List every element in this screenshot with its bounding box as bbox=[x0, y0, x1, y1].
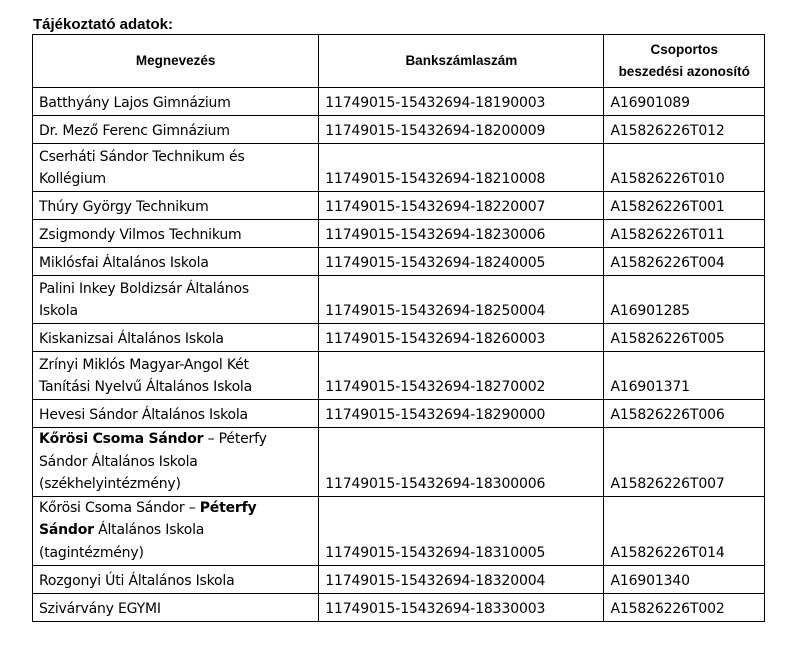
name-segment: Thúry György Technikum bbox=[39, 199, 209, 216]
table-row bbox=[33, 496, 765, 565]
cell-name bbox=[33, 496, 319, 565]
name-segment: Dr. Mező Ferenc Gimnázium bbox=[39, 123, 230, 140]
name-line bbox=[39, 120, 312, 143]
name-segment: Cserháti Sándor Technikum és bbox=[39, 148, 245, 165]
cell-collection-id: A16901089 bbox=[604, 88, 765, 116]
table-row bbox=[33, 428, 765, 497]
cell-account: 11749015-15432694-18270002 bbox=[319, 352, 604, 400]
name-line bbox=[39, 196, 312, 219]
cell-name bbox=[33, 593, 319, 621]
table-row bbox=[33, 220, 765, 248]
name-segment: Zrínyi Miklós Magyar-Angol Két bbox=[39, 356, 249, 373]
name-segment: Általános Iskola bbox=[93, 522, 205, 539]
name-line bbox=[39, 404, 312, 427]
table-row bbox=[33, 248, 765, 276]
name-segment: Iskola bbox=[39, 303, 78, 320]
cell-collection-id: A15826226T005 bbox=[604, 324, 765, 352]
name-line bbox=[39, 598, 312, 621]
name-segment: Hevesi Sándor Általános Iskola bbox=[39, 407, 248, 424]
name-line bbox=[39, 497, 312, 520]
name-segment: (székhelyintézmény) bbox=[39, 476, 181, 493]
table-row bbox=[33, 116, 765, 144]
cell-account: 11749015-15432694-18290000 bbox=[319, 400, 604, 428]
cell-collection-id: A15826226T010 bbox=[604, 144, 765, 192]
cell-name bbox=[33, 192, 319, 220]
name-line bbox=[39, 278, 312, 301]
cell-collection-id: A15826226T001 bbox=[604, 192, 765, 220]
name-segment: (tagintézmény) bbox=[39, 544, 144, 561]
cell-collection-id: A15826226T014 bbox=[604, 496, 765, 565]
cell-collection-id: A16901371 bbox=[604, 352, 765, 400]
name-segment: Kőrösi Csoma Sándor – bbox=[39, 499, 200, 516]
name-segment: Zsigmondy Vilmos Technikum bbox=[39, 227, 242, 244]
name-line bbox=[39, 542, 312, 565]
cell-name bbox=[33, 276, 319, 324]
header-account: Bankszámlaszám bbox=[319, 35, 604, 88]
cell-account: 11749015-15432694-18260003 bbox=[319, 324, 604, 352]
cell-collection-id: A16901285 bbox=[604, 276, 765, 324]
table-row bbox=[33, 192, 765, 220]
cell-collection-id: A15826226T002 bbox=[604, 593, 765, 621]
name-segment: – Péterfy bbox=[203, 431, 267, 447]
cell-name bbox=[33, 565, 319, 593]
cell-name bbox=[33, 88, 319, 116]
name-segment: Péterfy bbox=[199, 499, 257, 516]
name-line bbox=[39, 451, 312, 474]
table-body bbox=[33, 88, 765, 622]
name-segment: Batthyány Lajos Gimnázium bbox=[39, 95, 231, 112]
cell-account: 11749015-15432694-18310005 bbox=[319, 496, 604, 565]
cell-name bbox=[33, 116, 319, 144]
name-line bbox=[39, 570, 312, 593]
cell-account: 11749015-15432694-18240005 bbox=[319, 248, 604, 276]
cell-collection-id: A15826226T006 bbox=[604, 400, 765, 428]
header-row bbox=[33, 35, 765, 88]
table-row bbox=[33, 400, 765, 428]
name-line bbox=[39, 146, 312, 169]
cell-collection-id: A15826226T011 bbox=[604, 220, 765, 248]
cell-account: 11749015-15432694-18330003 bbox=[319, 593, 604, 621]
cell-account: 11749015-15432694-18300006 bbox=[319, 428, 604, 497]
table-row bbox=[33, 565, 765, 593]
name-segment: Palini Inkey Boldizsár Általános bbox=[39, 280, 249, 297]
cell-name bbox=[33, 324, 319, 352]
cell-account: 11749015-15432694-18320004 bbox=[319, 565, 604, 593]
name-line bbox=[39, 328, 312, 351]
cell-collection-id: A15826226T004 bbox=[604, 248, 765, 276]
name-line bbox=[39, 224, 312, 247]
cell-account: 11749015-15432694-18200009 bbox=[319, 116, 604, 144]
name-line bbox=[39, 168, 312, 191]
header-id-line2: beszedési azonosító bbox=[618, 64, 750, 79]
cell-name bbox=[33, 144, 319, 192]
name-segment: Miklósfai Általános Iskola bbox=[39, 255, 209, 272]
name-segment: Kiskanizsai Általános Iskola bbox=[39, 331, 224, 348]
cell-name bbox=[33, 428, 319, 497]
cell-account: 11749015-15432694-18220007 bbox=[319, 192, 604, 220]
cell-account: 11749015-15432694-18230006 bbox=[319, 220, 604, 248]
page-heading: Tájékoztató adatok: bbox=[33, 16, 174, 33]
cell-account: 11749015-15432694-18210008 bbox=[319, 144, 604, 192]
cell-name bbox=[33, 352, 319, 400]
cell-collection-id: A15826226T007 bbox=[604, 428, 765, 497]
name-segment: Kőrösi Csoma Sándor bbox=[39, 431, 204, 447]
cell-name bbox=[33, 248, 319, 276]
name-segment: Kollégium bbox=[39, 171, 106, 188]
header-name: Megnevezés bbox=[33, 35, 319, 88]
name-line bbox=[39, 252, 312, 275]
cell-name bbox=[33, 400, 319, 428]
name-line bbox=[39, 92, 312, 115]
table-row bbox=[33, 88, 765, 116]
table-row bbox=[33, 324, 765, 352]
cell-collection-id: A15826226T012 bbox=[604, 116, 765, 144]
name-segment: Sándor Általános Iskola bbox=[39, 453, 198, 470]
table-row bbox=[33, 593, 765, 621]
name-line bbox=[39, 519, 312, 542]
info-table bbox=[32, 34, 765, 622]
header-id-line1: Csoportos bbox=[650, 42, 718, 57]
name-line bbox=[39, 473, 312, 496]
name-segment: Rozgonyi Úti Általános Iskola bbox=[39, 572, 235, 589]
header-id bbox=[604, 35, 765, 88]
table-row bbox=[33, 144, 765, 192]
cell-name bbox=[33, 220, 319, 248]
name-line bbox=[39, 354, 312, 377]
table-row bbox=[33, 352, 765, 400]
name-line bbox=[39, 300, 312, 323]
cell-collection-id: A16901340 bbox=[604, 565, 765, 593]
name-segment: Tanítási Nyelvű Általános Iskola bbox=[39, 379, 252, 396]
name-segment: Szivárvány EGYMI bbox=[39, 600, 161, 617]
table-row bbox=[33, 276, 765, 324]
name-segment: Sándor bbox=[39, 522, 94, 539]
cell-account: 11749015-15432694-18250004 bbox=[319, 276, 604, 324]
cell-account: 11749015-15432694-18190003 bbox=[319, 88, 604, 116]
name-line bbox=[39, 376, 312, 399]
name-line bbox=[39, 428, 312, 451]
